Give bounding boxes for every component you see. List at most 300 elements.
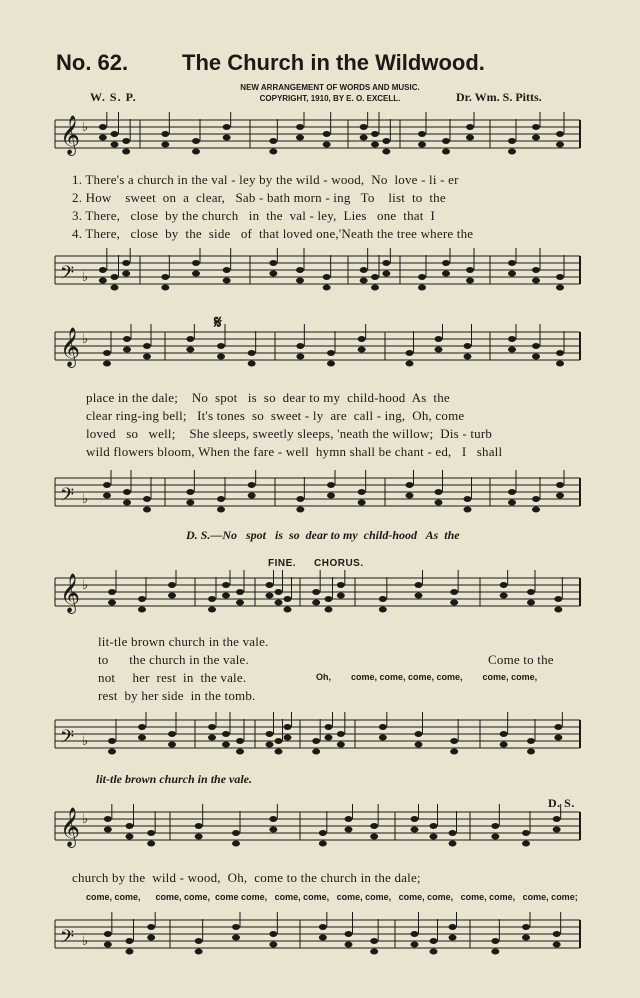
- note-head: [319, 935, 327, 941]
- note-head: [554, 607, 562, 613]
- note-head: [508, 149, 516, 155]
- note-head: [143, 343, 151, 349]
- note-head: [223, 267, 231, 273]
- note-head: [192, 138, 200, 144]
- note-head: [108, 589, 116, 595]
- verse-2-line-2: clear ring-ing bell; It's tones so sweet - ly are call - ing, Oh, come: [86, 408, 465, 423]
- note-head: [450, 600, 458, 606]
- note-head: [450, 749, 458, 755]
- note-head: [103, 493, 111, 499]
- note-head: [122, 138, 130, 144]
- note-head: [508, 138, 516, 144]
- note-head: [466, 278, 474, 284]
- note-head: [522, 841, 530, 847]
- note-head: [232, 841, 240, 847]
- note-head: [296, 343, 304, 349]
- note-head: [248, 350, 256, 356]
- note-head: [406, 361, 414, 367]
- note-head: [370, 938, 378, 944]
- flat-sign-icon: ♭: [82, 120, 89, 135]
- note-head: [532, 507, 540, 513]
- note-head: [143, 354, 151, 360]
- note-head: [411, 931, 419, 937]
- note-head: [269, 271, 277, 277]
- note-head: [123, 489, 131, 495]
- note-head: [217, 354, 225, 360]
- treble-clef-icon: 𝄞: [60, 573, 81, 613]
- note-head: [223, 278, 231, 284]
- note-head: [269, 931, 277, 937]
- note-head: [418, 285, 426, 291]
- note-head: [527, 589, 535, 595]
- note-head: [554, 596, 562, 602]
- note-head: [161, 274, 169, 280]
- note-head: [123, 347, 131, 353]
- note-head: [168, 593, 176, 599]
- note-head: [500, 731, 508, 737]
- treble-clef-icon: 𝄞: [60, 807, 81, 847]
- note-head: [103, 350, 111, 356]
- ds-marking: D. S.: [548, 796, 575, 810]
- note-head: [312, 749, 320, 755]
- system-2-treble-staff: [0, 324, 640, 380]
- system-1-bass-staff: [0, 248, 640, 304]
- flat-sign-icon: ♭: [82, 734, 89, 749]
- note-head: [296, 267, 304, 273]
- note-head: [266, 582, 274, 588]
- note-head: [379, 724, 387, 730]
- note-head: [275, 749, 283, 755]
- note-head: [208, 735, 216, 741]
- note-head: [269, 816, 277, 822]
- note-head: [450, 589, 458, 595]
- note-head: [406, 350, 414, 356]
- note-head: [345, 827, 353, 833]
- note-head: [430, 834, 438, 840]
- note-head: [104, 942, 112, 948]
- note-head: [418, 131, 426, 137]
- note-head: [527, 749, 535, 755]
- note-head: [532, 496, 540, 502]
- note-head: [138, 596, 146, 602]
- verse-1-line-2: place in the dale; No spot is so dear to my child-hood As the: [86, 390, 450, 405]
- note-head: [382, 138, 390, 144]
- note-head: [442, 260, 450, 266]
- note-head: [168, 731, 176, 737]
- note-head: [168, 742, 176, 748]
- note-head: [122, 149, 130, 155]
- note-head: [122, 271, 130, 277]
- note-head: [442, 271, 450, 277]
- note-head: [126, 938, 134, 944]
- note-head: [371, 274, 379, 280]
- note-head: [266, 593, 274, 599]
- note-head: [284, 735, 292, 741]
- note-head: [532, 278, 540, 284]
- note-head: [138, 735, 146, 741]
- note-head: [222, 742, 230, 748]
- note-head: [508, 271, 516, 277]
- note-head: [296, 135, 304, 141]
- note-head: [371, 142, 379, 148]
- note-head: [500, 593, 508, 599]
- verse-3-line-1: 3. There, close by the church in the val - ley, Lies one that I: [72, 208, 436, 223]
- note-head: [464, 343, 472, 349]
- note-head: [345, 931, 353, 937]
- note-head: [192, 271, 200, 277]
- note-head: [449, 841, 457, 847]
- note-head: [186, 347, 194, 353]
- note-head: [522, 924, 530, 930]
- note-head: [491, 823, 499, 829]
- arrangement-line-1: NEW ARRANGEMENT OF WORDS AND MUSIC.: [240, 83, 420, 92]
- note-head: [418, 274, 426, 280]
- note-head: [491, 938, 499, 944]
- note-head: [500, 742, 508, 748]
- note-head: [323, 131, 331, 137]
- note-head: [556, 131, 564, 137]
- note-head: [248, 361, 256, 367]
- note-head: [464, 496, 472, 502]
- note-head: [358, 347, 366, 353]
- note-head: [111, 285, 119, 291]
- note-head: [532, 124, 540, 130]
- note-head: [556, 285, 564, 291]
- note-head: [223, 135, 231, 141]
- note-head: [275, 600, 283, 606]
- segno-sign: 𝄋: [214, 312, 223, 332]
- note-head: [319, 830, 327, 836]
- hymn-title: The Church in the Wildwood.: [182, 50, 485, 75]
- note-head: [104, 816, 112, 822]
- note-head: [192, 260, 200, 266]
- note-head: [379, 735, 387, 741]
- note-head: [464, 507, 472, 513]
- copyright-line: COPYRIGHT, 1910, BY E. O. EXCELL.: [259, 94, 401, 103]
- note-head: [99, 135, 107, 141]
- verse-3-line-3: not her rest in the vale.: [98, 670, 247, 685]
- flat-sign-icon: ♭: [82, 270, 89, 285]
- note-head: [554, 724, 562, 730]
- note-head: [319, 924, 327, 930]
- note-head: [275, 589, 283, 595]
- note-head: [275, 738, 283, 744]
- note-head: [138, 724, 146, 730]
- note-head: [345, 942, 353, 948]
- note-head: [161, 131, 169, 137]
- note-head: [466, 124, 474, 130]
- note-head: [435, 500, 443, 506]
- note-head: [232, 924, 240, 930]
- note-head: [296, 278, 304, 284]
- chorus-lead-line: Come to the: [488, 652, 554, 667]
- note-head: [147, 830, 155, 836]
- verse-2-line-3: to the church in the vale.: [98, 652, 249, 667]
- flat-sign-icon: ♭: [82, 812, 89, 827]
- verse-4-line-3: rest by her side in the tomb.: [98, 688, 256, 703]
- note-head: [430, 938, 438, 944]
- note-head: [450, 738, 458, 744]
- flat-sign-icon: ♭: [82, 578, 89, 593]
- verse-4-line-1: 4. There, close by the side of that loved one,'Neath the tree where the: [72, 226, 474, 241]
- note-head: [99, 267, 107, 273]
- note-head: [103, 361, 111, 367]
- ds-lyric-line-2: D. S.—No spot is so dear to my child-hood As the: [186, 528, 460, 542]
- note-head: [143, 496, 151, 502]
- note-head: [122, 260, 130, 266]
- note-head: [192, 149, 200, 155]
- echo-line-3: Oh, come, come, come, come, come, come,: [316, 672, 538, 682]
- flat-sign-icon: ♭: [82, 492, 89, 507]
- note-head: [532, 135, 540, 141]
- note-head: [222, 593, 230, 599]
- note-head: [360, 135, 368, 141]
- note-head: [435, 489, 443, 495]
- flat-sign-icon: ♭: [82, 934, 89, 949]
- note-head: [406, 493, 414, 499]
- treble-clef-icon: 𝄞: [60, 327, 81, 367]
- note-head: [217, 507, 225, 513]
- note-head: [370, 949, 378, 955]
- chorus-marking: CHORUS.: [314, 558, 364, 569]
- note-head: [337, 582, 345, 588]
- note-head: [269, 149, 277, 155]
- note-head: [556, 361, 564, 367]
- note-head: [449, 924, 457, 930]
- note-head: [232, 935, 240, 941]
- note-head: [358, 336, 366, 342]
- note-head: [168, 582, 176, 588]
- note-head: [99, 278, 107, 284]
- hymn-number: No. 62.: [56, 50, 129, 75]
- note-head: [232, 830, 240, 836]
- note-head: [195, 938, 203, 944]
- note-head: [435, 336, 443, 342]
- note-head: [491, 834, 499, 840]
- note-head: [371, 285, 379, 291]
- note-head: [337, 731, 345, 737]
- credit-initials: W. S. P.: [90, 90, 137, 104]
- note-head: [111, 274, 119, 280]
- note-head: [411, 827, 419, 833]
- note-head: [147, 841, 155, 847]
- echo-line-4: come, come, come, come, come come, come, come, come, come, come, come, come, come, come, come;: [86, 892, 578, 902]
- note-head: [248, 493, 256, 499]
- note-head: [123, 336, 131, 342]
- chorus-lyric-line-4: church by the wild - wood, Oh, come to the church in the dale;: [72, 870, 421, 885]
- note-head: [99, 124, 107, 130]
- system-3-bass-staff: [0, 712, 640, 768]
- note-head: [379, 607, 387, 613]
- note-head: [143, 507, 151, 513]
- note-head: [186, 336, 194, 342]
- system-4-treble-staff: [0, 804, 640, 860]
- note-head: [415, 582, 423, 588]
- note-head: [508, 260, 516, 266]
- verse-2-line-1: 2. How sweet on a clear, Sab - bath morn - ing To list to the: [72, 190, 446, 205]
- arrangement-credit: [230, 82, 430, 104]
- note-head: [532, 267, 540, 273]
- bass-clef-icon: 𝄢: [60, 727, 75, 752]
- note-head: [195, 949, 203, 955]
- note-head: [442, 138, 450, 144]
- note-head: [323, 274, 331, 280]
- note-head: [266, 731, 274, 737]
- note-head: [323, 142, 331, 148]
- note-head: [406, 482, 414, 488]
- note-head: [296, 124, 304, 130]
- note-head: [325, 724, 333, 730]
- note-head: [269, 942, 277, 948]
- note-head: [208, 607, 216, 613]
- system-3-treble-staff: [0, 570, 640, 626]
- note-head: [556, 350, 564, 356]
- note-head: [248, 482, 256, 488]
- author-credit: Dr. Wm. S. Pitts.: [456, 90, 542, 104]
- note-head: [126, 834, 134, 840]
- note-head: [553, 942, 561, 948]
- note-head: [323, 285, 331, 291]
- note-head: [104, 827, 112, 833]
- note-head: [108, 749, 116, 755]
- note-head: [123, 500, 131, 506]
- note-head: [553, 931, 561, 937]
- note-head: [296, 507, 304, 513]
- note-head: [553, 827, 561, 833]
- note-head: [370, 823, 378, 829]
- note-head: [418, 142, 426, 148]
- note-head: [161, 285, 169, 291]
- note-head: [269, 827, 277, 833]
- note-head: [236, 589, 244, 595]
- note-head: [337, 742, 345, 748]
- note-head: [138, 607, 146, 613]
- ds-lyric-line-3: lit-tle brown church in the vale.: [96, 772, 253, 786]
- note-head: [370, 834, 378, 840]
- note-head: [522, 935, 530, 941]
- note-head: [222, 731, 230, 737]
- verse-1-line-3: lit-tle brown church in the vale.: [98, 634, 269, 649]
- system-2-bass-staff: [0, 470, 640, 526]
- note-head: [147, 924, 155, 930]
- note-head: [508, 347, 516, 353]
- note-head: [236, 738, 244, 744]
- note-head: [269, 260, 277, 266]
- note-head: [358, 489, 366, 495]
- note-head: [522, 830, 530, 836]
- note-head: [236, 749, 244, 755]
- note-head: [327, 493, 335, 499]
- note-head: [312, 600, 320, 606]
- note-head: [415, 731, 423, 737]
- note-head: [500, 582, 508, 588]
- note-head: [186, 489, 194, 495]
- verse-3-line-2: loved so well; She sleeps, sweetly sleeps, 'neath the willow; Dis - turb: [86, 426, 493, 441]
- note-head: [415, 742, 423, 748]
- note-head: [312, 589, 320, 595]
- note-head: [208, 596, 216, 602]
- note-head: [360, 124, 368, 130]
- note-head: [126, 949, 134, 955]
- note-head: [532, 343, 540, 349]
- note-head: [415, 593, 423, 599]
- note-head: [435, 347, 443, 353]
- note-head: [104, 931, 112, 937]
- system-4-bass-staff: [0, 912, 640, 968]
- note-head: [269, 138, 277, 144]
- note-head: [126, 823, 134, 829]
- note-head: [554, 735, 562, 741]
- note-head: [108, 600, 116, 606]
- note-head: [508, 489, 516, 495]
- system-1-treble-staff: [0, 112, 640, 168]
- note-head: [111, 142, 119, 148]
- bass-clef-icon: 𝄢: [60, 263, 75, 288]
- note-head: [325, 735, 333, 741]
- note-head: [161, 142, 169, 148]
- note-head: [430, 949, 438, 955]
- note-head: [553, 816, 561, 822]
- note-head: [442, 149, 450, 155]
- note-head: [379, 596, 387, 602]
- note-head: [527, 738, 535, 744]
- hymn-header: [0, 0, 640, 110]
- note-head: [266, 742, 274, 748]
- note-head: [312, 738, 320, 744]
- note-head: [337, 593, 345, 599]
- note-head: [222, 582, 230, 588]
- note-head: [360, 267, 368, 273]
- note-head: [284, 596, 292, 602]
- note-head: [556, 274, 564, 280]
- note-head: [345, 816, 353, 822]
- note-head: [360, 278, 368, 284]
- treble-clef-icon: 𝄞: [60, 115, 81, 155]
- note-head: [236, 600, 244, 606]
- note-head: [195, 823, 203, 829]
- note-head: [217, 496, 225, 502]
- note-head: [147, 935, 155, 941]
- note-head: [466, 267, 474, 273]
- verse-1-line-1: 1. There's a church in the val - ley by the wild - wood, No love - li - er: [72, 172, 459, 187]
- flat-sign-icon: ♭: [82, 332, 89, 347]
- note-head: [284, 724, 292, 730]
- bass-clef-icon: 𝄢: [60, 927, 75, 952]
- note-head: [466, 135, 474, 141]
- note-head: [464, 354, 472, 360]
- note-head: [382, 271, 390, 277]
- note-head: [556, 482, 564, 488]
- note-head: [411, 816, 419, 822]
- note-head: [327, 350, 335, 356]
- note-head: [382, 260, 390, 266]
- note-head: [327, 361, 335, 367]
- note-head: [358, 500, 366, 506]
- note-head: [371, 131, 379, 137]
- note-head: [556, 493, 564, 499]
- verse-4-line-2: wild flowers bloom, When the fare - well hymn shall be chant - ed, I shall: [86, 444, 503, 459]
- fine-marking: FINE.: [268, 558, 297, 569]
- note-head: [430, 823, 438, 829]
- note-head: [508, 500, 516, 506]
- note-head: [491, 949, 499, 955]
- note-head: [449, 830, 457, 836]
- note-head: [195, 834, 203, 840]
- note-head: [556, 142, 564, 148]
- note-head: [382, 149, 390, 155]
- note-head: [223, 124, 231, 130]
- note-head: [186, 500, 194, 506]
